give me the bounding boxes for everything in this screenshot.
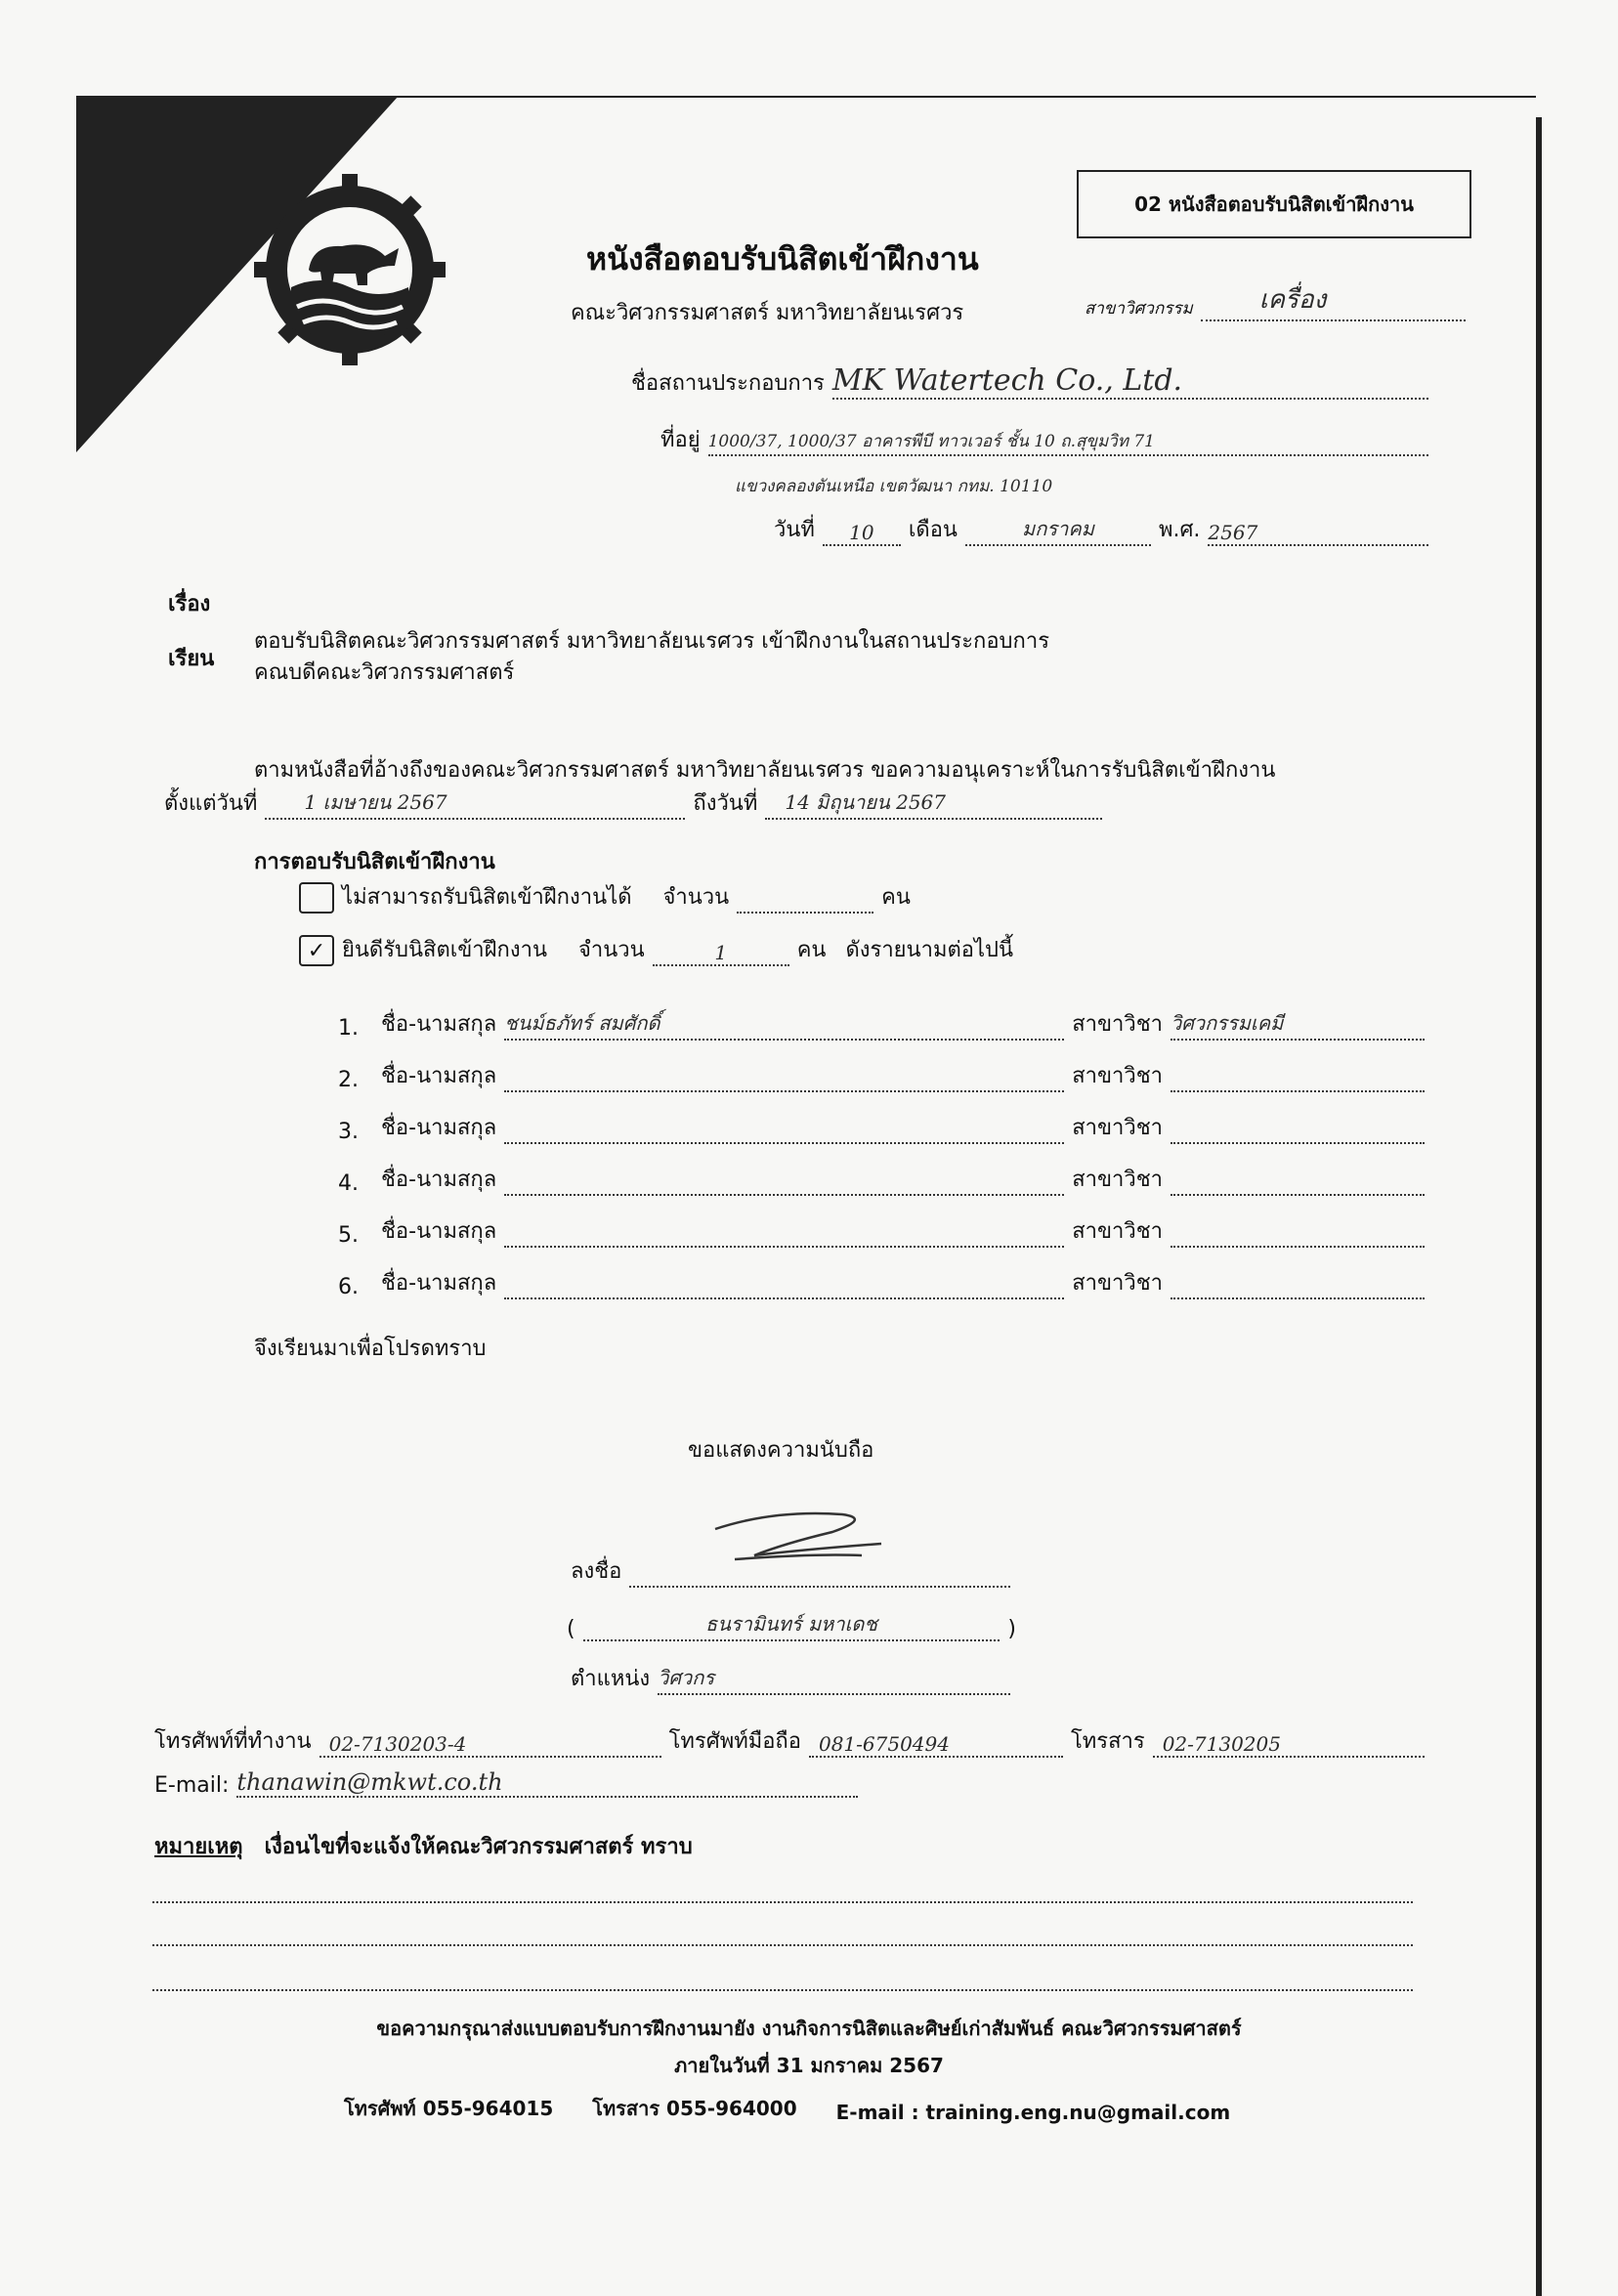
student-list	[338, 989, 1425, 1299]
period-from-value: 1 เมษายน 2567	[265, 787, 685, 820]
note-line	[152, 1989, 1413, 1991]
address-field	[660, 422, 1428, 456]
option-accept-unit: คน	[796, 938, 827, 962]
student-name-value	[504, 1274, 1064, 1299]
student-name-label: ชื่อ-นามสกุล	[381, 1064, 497, 1088]
subject-label: เรื่อง	[168, 592, 211, 617]
student-no: 4.	[338, 1171, 359, 1196]
mobile-label: โทรศัพท์มือถือ	[668, 1729, 801, 1754]
option-reject	[299, 879, 963, 914]
student-major-value	[1171, 1119, 1425, 1144]
closing-inform: จึงเรียนมาเพื่อโปรดทราบ	[254, 1337, 487, 1361]
sign-label: ลงชื่อ	[571, 1559, 622, 1584]
student-major-label: สาขาวิชา	[1072, 1219, 1163, 1244]
student-no: 6.	[338, 1275, 359, 1299]
student-name-value	[504, 1170, 1064, 1196]
recipient-text: คณบดีคณะวิศวกรรมศาสตร์	[254, 660, 515, 685]
student-major-value: วิศวกรรมเคมี	[1171, 1007, 1425, 1041]
reject-checkbox-icon[interactable]	[299, 882, 334, 914]
document-title: หนังสือตอบรับนิสิตเข้าฝึกงาน	[586, 240, 979, 277]
student-major-value	[1171, 1222, 1425, 1248]
student-row	[338, 1092, 1425, 1144]
option-reject-unit: คน	[881, 885, 911, 910]
phone-row	[154, 1723, 1425, 1758]
position-label: ตำแหน่ง	[571, 1667, 651, 1691]
company-name-value: MK Watertech Co., Ltd.	[832, 363, 1428, 400]
address-line1: 1000/37, 1000/37 อาคารพีบี ทาวเวอร์ ชั้น 10 ถ.สุขุมวิท 71	[708, 428, 1428, 456]
student-name-label: ชื่อ-นามสกุล	[381, 1168, 497, 1192]
student-row	[338, 1248, 1425, 1299]
paren-open: (	[567, 1617, 575, 1641]
fax-value: 02-7130205	[1153, 1732, 1425, 1758]
option-reject-count	[737, 888, 873, 914]
footer-line2: ภายในวันที่ 31 มกราคม 2567	[674, 2054, 944, 2077]
company-name-label: ชื่อสถานประกอบการ	[631, 371, 825, 396]
branch-value: เครื่อง	[1201, 279, 1466, 321]
date-day-label: วันที่	[774, 518, 815, 542]
email-row	[154, 1768, 858, 1798]
position-field	[571, 1661, 1010, 1695]
student-major-label: สาขาวิชา	[1072, 1116, 1163, 1140]
date-year-label: พ.ศ.	[1158, 518, 1201, 542]
closing-regards: ขอแสดงความนับถือ	[688, 1438, 874, 1463]
address-label: ที่อยู่	[660, 428, 701, 452]
period-to-value: 14 มิถุนายน 2567	[765, 787, 1102, 820]
student-name-value	[504, 1222, 1064, 1248]
sign-field	[571, 1553, 1010, 1588]
email-label: E-mail:	[154, 1773, 230, 1798]
student-major-value	[1171, 1170, 1425, 1196]
date-month-label: เดือน	[908, 518, 958, 542]
option-accept-suffix: ดังรายนามต่อไปนี้	[845, 938, 1014, 962]
office-phone-value: 02-7130203-4	[319, 1732, 661, 1758]
option-accept-count: 1	[653, 941, 789, 966]
student-row	[338, 1041, 1425, 1092]
student-major-label: สาขาวิชา	[1072, 1271, 1163, 1296]
mobile-value: 081-6750494	[809, 1732, 1063, 1758]
position-value: วิศวกร	[658, 1662, 1010, 1695]
faculty-logo-icon	[252, 172, 447, 367]
period-field	[164, 786, 1102, 820]
signer-name-field	[567, 1608, 1016, 1641]
date-field	[774, 512, 1428, 546]
address-line2: แขวงคลองตันเหนือ เขตวัฒนา กทม. 10110	[735, 477, 1053, 496]
period-from-label: ตั้งแต่วันที่	[164, 791, 258, 816]
student-name-label: ชื่อ-นามสกุล	[381, 1012, 497, 1037]
footer-line1: ขอความกรุณาส่งแบบตอบรับการฝึกงานมายัง งานกิจการนิสิตและศิษย์เก่าสัมพันธ์ คณะวิศวกรรมศาสตร์	[376, 2017, 1242, 2040]
page-border-right	[1536, 117, 1542, 2296]
footer-phone: โทรศัพท์ 055-964015	[344, 2097, 554, 2120]
student-name-value	[504, 1067, 1064, 1092]
student-major-label: สาขาวิชา	[1072, 1168, 1163, 1192]
office-phone-label: โทรศัพท์ที่ทำงาน	[154, 1729, 312, 1754]
form-code-box: 02 หนังสือตอบรับนิสิตเข้าฝึกงาน	[1077, 170, 1471, 238]
paren-close: )	[1007, 1617, 1016, 1641]
email-value: thanawin@mkwt.co.th	[236, 1768, 858, 1798]
option-accept-label: ยินดีรับนิสิตเข้าฝึกงาน	[342, 938, 548, 962]
student-row	[338, 989, 1425, 1041]
branch-label: สาขาวิศวกรรม	[1085, 299, 1193, 319]
note-row	[154, 1829, 693, 1863]
student-major-label: สาขาวิชา	[1072, 1012, 1163, 1037]
fax-label: โทรสาร	[1070, 1729, 1145, 1754]
student-row	[338, 1144, 1425, 1196]
footer-contact	[344, 2093, 1230, 2124]
date-month-value: มกราคม	[965, 513, 1151, 546]
response-heading: การตอบรับนิสิตเข้าฝึกงาน	[254, 850, 495, 874]
student-major-value	[1171, 1274, 1425, 1299]
student-name-label: ชื่อ-นามสกุล	[381, 1271, 497, 1296]
student-no: 5.	[338, 1223, 359, 1248]
footer-email[interactable]: E-mail : training.eng.nu@gmail.com	[835, 2101, 1231, 2124]
student-name-value	[504, 1119, 1064, 1144]
body-paragraph: ตามหนังสือที่อ้างถึงของคณะวิศวกรรมศาสตร์ มหาวิทยาลัยนเรศวร ขอความอนุเคราะห์ในการรับนิสิตเข้าฝึกงาน	[254, 758, 1276, 783]
option-accept-count-label: จำนวน	[578, 938, 645, 962]
student-name-label: ชื่อ-นามสกุล	[381, 1116, 497, 1140]
sign-line	[629, 1562, 1010, 1588]
subject-text: ตอบรับนิสิตคณะวิศวกรรมศาสตร์ มหาวิทยาลัยนเรศวร เข้าฝึกงานในสถานประกอบการ	[254, 629, 1050, 654]
student-no: 1.	[338, 1016, 359, 1041]
student-no: 3.	[338, 1120, 359, 1144]
student-name-label: ชื่อ-นามสกุล	[381, 1219, 497, 1244]
note-line	[152, 1944, 1413, 1946]
student-major-value	[1171, 1067, 1425, 1092]
option-accept	[299, 932, 1100, 966]
date-day-value: 10	[823, 521, 901, 546]
period-to-label: ถึงวันที่	[693, 791, 758, 816]
date-year-value: 2567	[1208, 521, 1428, 546]
note-line	[152, 1901, 1413, 1903]
footer-fax: โทรสาร 055-964000	[592, 2097, 797, 2120]
option-reject-count-label: จำนวน	[662, 885, 730, 910]
student-no: 2.	[338, 1068, 359, 1092]
student-name-value: ชนม์ธภัทร์ สมศักดิ์	[504, 1007, 1064, 1041]
signer-name-value: ธนรามินทร์ มหาเดช	[583, 1608, 1001, 1641]
student-row	[338, 1196, 1425, 1248]
accept-checkbox-icon[interactable]: ✓	[299, 935, 334, 966]
recipient-label: เรียน	[168, 647, 215, 671]
note-text: เงื่อนไขที่จะแจ้งให้คณะวิศวกรรมศาสตร์ ทราบ	[264, 1835, 693, 1859]
option-reject-label: ไม่สามารถรับนิสิตเข้าฝึกงานได้	[342, 885, 632, 910]
branch-field	[1085, 279, 1466, 321]
company-name-field	[631, 363, 1428, 400]
note-label: หมายเหตุ	[154, 1835, 243, 1859]
document-subtitle: คณะวิศวกรรมศาสตร์ มหาวิทยาลัยนเรศวร	[571, 301, 964, 325]
student-major-label: สาขาวิชา	[1072, 1064, 1163, 1088]
